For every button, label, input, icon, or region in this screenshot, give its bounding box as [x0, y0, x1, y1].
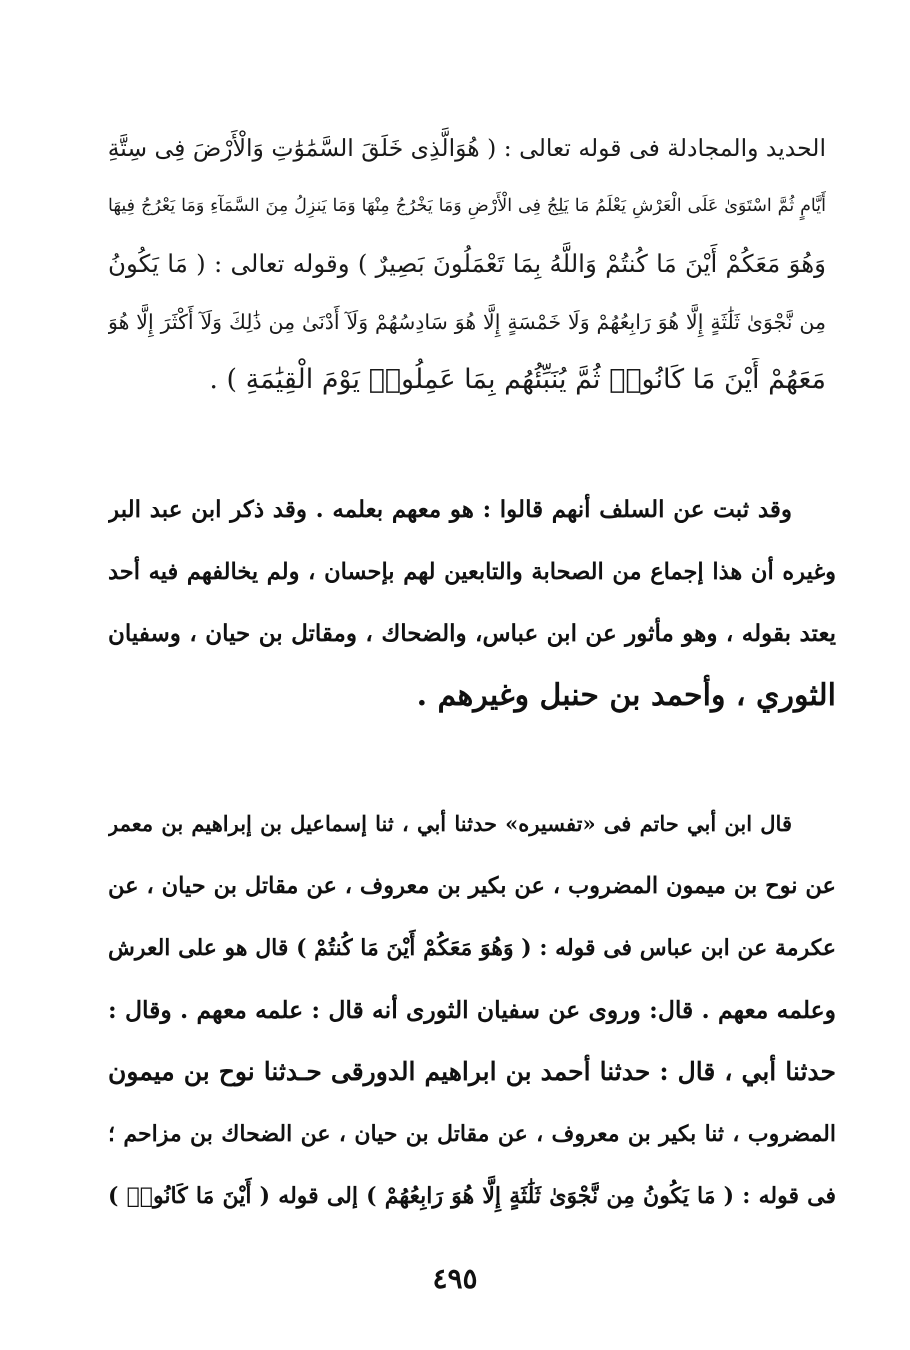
text-line: عن نوح بن ميمون المضروب ، عن بكير بن معروف ، عن مقاتل بن حيان ، عن [108, 873, 836, 899]
text-line: أَيَّامٍ ثُمَّ اسْتَوَىٰ عَلَى الْعَرْشِ يَعْلَمُ مَا يَلِجُ فِى الْأَرْضِ وَمَا يَخْرُجُ مِنْهَا وَمَا يَنزِلُ مِنَ السَّمَآءِ وَمَا يَعْرُجُ فِيهَا [108, 196, 826, 216]
narration-paragraph [108, 792, 836, 1232]
text-line: عكرمة عن ابن عباس فى قوله : ( وَهُوَ مَعَكُمْ أَيْنَ مَا كُنتُمْ ) قال هو على العرش [108, 935, 836, 961]
quran-citation-paragraph [108, 122, 826, 412]
text-line: الثوري ، وأحمد بن حنبل وغيرهم . [416, 678, 836, 713]
text-line: الحديد والمجادلة فى قوله تعالى : ( هُوَالَّذِى خَلَقَ السَّمَٰوَٰتِ وَالْأَرْضَ فِى سِتَّةِ [108, 134, 826, 162]
text-line: مِن نَّجْوَىٰ ثَلَٰثَةٍ إِلَّا هُوَ رَابِعُهُمْ وَلَا خَمْسَةٍ إِلَّا هُوَ سَادِسُهُمْ وَلَآ أَدْنَىٰ مِن ذَٰلِكَ وَلَآ أَكْثَرَ إِلَّا هُوَ [108, 310, 826, 334]
text-line: المضروب ، ثنا بكير بن معروف ، عن مقاتل بن حيان ، عن الضحاك بن مزاحم ؛ [108, 1121, 836, 1147]
text-line: قال ابن أبي حاتم فى «تفسيره» حدثنا أبي ، ثنا إسماعيل بن إبراهيم بن معمر [108, 811, 792, 836]
text-line: حدثنا أبي ، قال : حدثنا أحمد بن ابراهيم الدورقى حـدثنا نوح بن ميمون [108, 1057, 836, 1086]
text-line: وغيره أن هذا إجماع من الصحابة والتابعين لهم بإحسان ، ولم يخالفهم فيه أحد [108, 559, 836, 585]
text-line: فى قوله : ( مَا يَكُونُ مِن نَّجْوَىٰ ثَلَٰثَةٍ إِلَّا هُوَ رَابِعُهُمْ ) إلى قوله ( أَيْنَ مَا كَانُوا۟ ) [108, 1183, 836, 1209]
salaf-consensus-paragraph [108, 478, 836, 738]
page-number: ٤٩٥ [432, 1262, 478, 1295]
text-line: وعلمه معهم . قال: وروى عن سفيان الثورى أنه قال : علمه معهم . وقال : [108, 996, 836, 1024]
text-line: وَهُوَ مَعَكُمْ أَيْنَ مَا كُنتُمْ وَاللَّهُ بِمَا تَعْمَلُونَ بَصِيرٌ ) وقوله تعالى : ( مَا يَكُونُ [108, 249, 826, 278]
text-line: يعتد بقوله ، وهو مأثور عن ابن عباس، والضحاك ، ومقاتل بن حيان ، وسفيان [108, 620, 836, 647]
text-line: مَعَهُمْ أَيْنَ مَا كَانُوا۟ ثُمَّ يُنَبِّئُهُم بِمَا عَمِلُوا۟ يَوْمَ الْقِيَٰمَةِ ) . [209, 364, 826, 395]
text-line: وقد ثبت عن السلف أنهم قالوا : هو معهم بعلمه . وقد ذكر ابن عبد البر [108, 496, 792, 523]
